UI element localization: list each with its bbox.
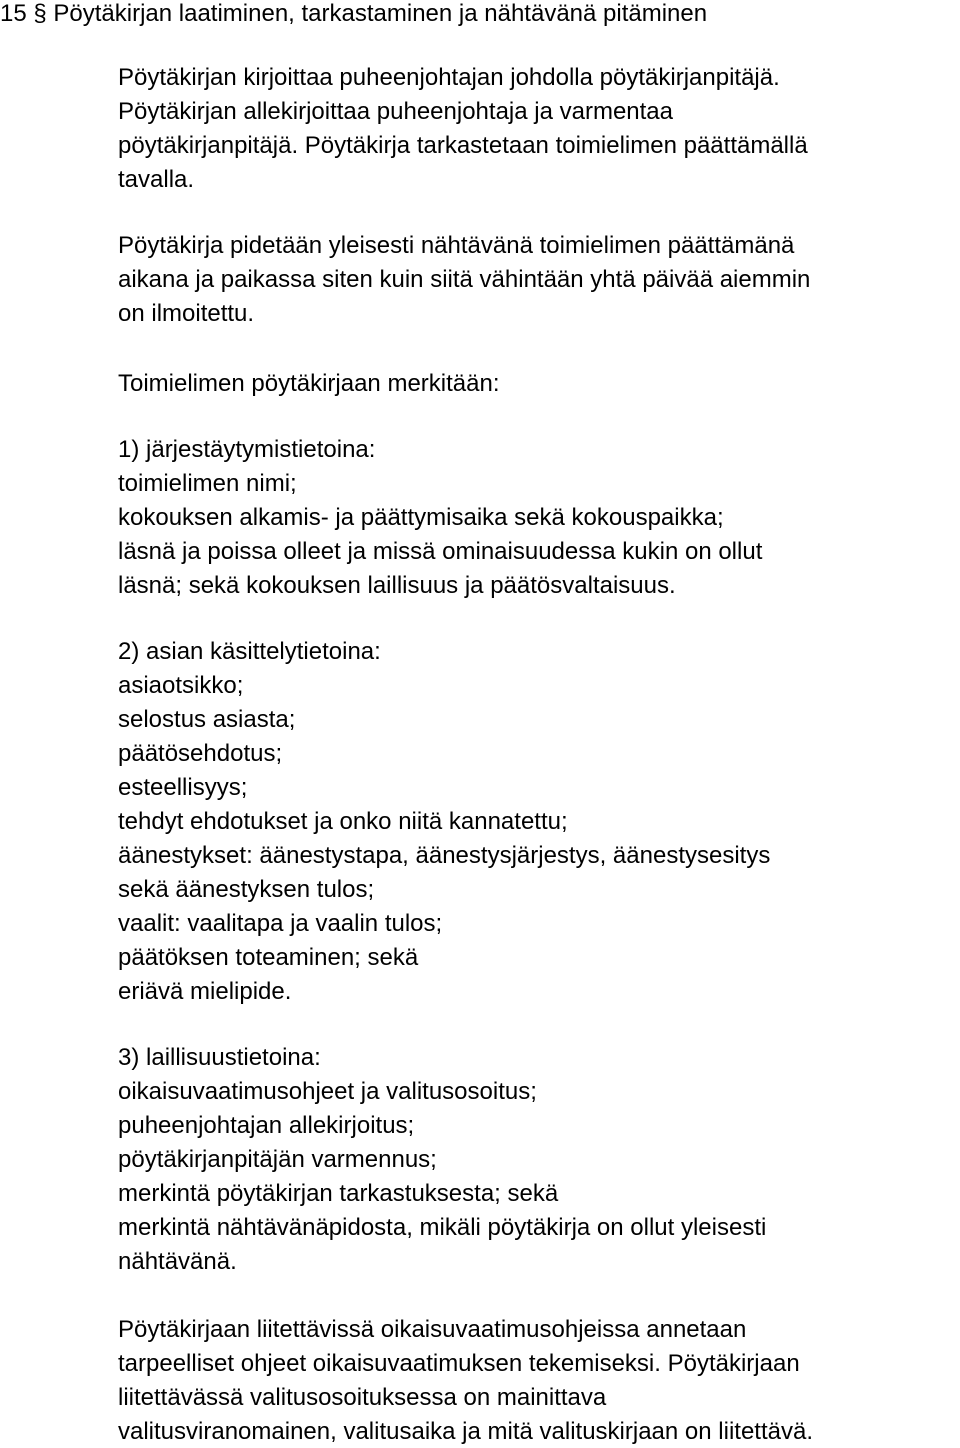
list-item: merkintä nähtävänäpidosta, mikäli pöytäkirja on ollut yleisesti xyxy=(118,1214,767,1241)
list-item: vaalit: vaalitapa ja vaalin tulos; xyxy=(118,910,443,937)
list-item: tehdyt ehdotukset ja onko niitä kannatettu; xyxy=(118,808,568,835)
list-item: esteellisyys; xyxy=(118,774,248,801)
list-item: pöytäkirjanpitäjän varmennus; xyxy=(118,1146,437,1173)
list-item: oikaisuvaatimusohjeet ja valitusosoitus; xyxy=(118,1078,537,1105)
list-item: selostus asiasta; xyxy=(118,706,296,733)
text-line: valitusviranomainen, valitusaika ja mitä valituskirjaan on liitettävä. xyxy=(118,1418,813,1445)
list-item: läsnä; sekä kokouksen laillisuus ja päätösvaltaisuus. xyxy=(118,572,676,599)
text-line: on ilmoitettu. xyxy=(118,300,255,327)
list-item: nähtävänä. xyxy=(118,1248,237,1275)
text-line: Toimielimen pöytäkirjaan merkitään: xyxy=(118,370,500,397)
list-item: päätösehdotus; xyxy=(118,740,283,767)
text-line: tarpeelliset ohjeet oikaisuvaatimuksen tekemiseksi. Pöytäkirjaan xyxy=(118,1350,800,1377)
list-item: kokouksen alkamis- ja päättymisaika sekä kokouspaikka; xyxy=(118,504,724,531)
list-item: merkintä pöytäkirjan tarkastuksesta; sekä xyxy=(118,1180,559,1207)
list-item: puheenjohtajan allekirjoitus; xyxy=(118,1112,415,1139)
text-line: aikana ja paikassa siten kuin siitä vähintään yhtä päivää aiemmin xyxy=(118,266,811,293)
list-item: läsnä ja poissa olleet ja missä ominaisuudessa kukin on ollut xyxy=(118,538,763,565)
text-line: pöytäkirjanpitäjä. Pöytäkirja tarkastetaan toimielimen päättämällä xyxy=(118,132,808,159)
list-item: eriävä mielipide. xyxy=(118,978,292,1005)
list-heading: 2) asian käsittelytietoina: xyxy=(118,638,381,665)
text-line: Pöytäkirjaan liitettävissä oikaisuvaatimusohjeissa annetaan xyxy=(118,1316,747,1343)
list-item: asiaotsikko; xyxy=(118,672,244,699)
text-line: Pöytäkirja pidetään yleisesti nähtävänä toimielimen päättämänä xyxy=(118,232,795,259)
text-line: liitettävässä valitusosoituksessa on mainittava xyxy=(118,1384,607,1411)
text-line: Pöytäkirjan allekirjoittaa puheenjohtaja ja varmentaa xyxy=(118,98,673,125)
list-item: sekä äänestyksen tulos; xyxy=(118,876,375,903)
list-heading: 3) laillisuustietoina: xyxy=(118,1044,321,1071)
section-heading: 15 § Pöytäkirjan laatiminen, tarkastaminen ja nähtävänä pitäminen xyxy=(0,0,708,27)
text-line: tavalla. xyxy=(118,166,195,193)
list-item: äänestykset: äänestystapa, äänestysjärjestys, äänestysesitys xyxy=(118,842,771,869)
text-line: Pöytäkirjan kirjoittaa puheenjohtajan johdolla pöytäkirjanpitäjä. xyxy=(118,64,780,91)
list-item: päätöksen toteaminen; sekä xyxy=(118,944,419,971)
list-heading: 1) järjestäytymistietoina: xyxy=(118,436,376,463)
list-item: toimielimen nimi; xyxy=(118,470,297,497)
